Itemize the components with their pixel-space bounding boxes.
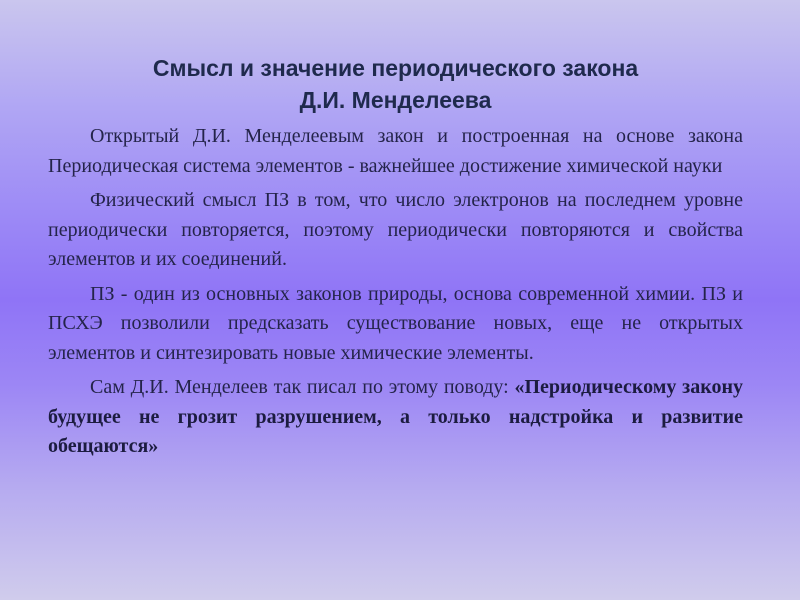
title-line-1: Смысл и значение периодического закона [152, 55, 639, 81]
paragraph-physical-meaning: Физический смысл ПЗ в том, что число электронов на последнем уровне периодически повторяется, поэтому периодически повторяются и свойства элементов и их соединений. [48, 189, 743, 270]
slide-title [48, 52, 743, 116]
mendeleev-quote: «Периодическому закону будущее не грозит разрушением, а только надстройка и развитие обещаются» [48, 376, 743, 457]
title-line-2: Д.И. Менделеева [299, 87, 492, 113]
paragraph-discovery: Открытый Д.И. Менделеевым закон и построенная на основе закона Периодическая система элементов - важнейшее достижение химической науки [48, 125, 743, 177]
paragraph-mendeleev-quote [48, 373, 743, 462]
paragraph-fundamental-law: ПЗ - один из основных законов природы, основа современной химии. ПЗ и ПСХЭ позволили предсказать существование новых, еще не открытых элементов и синтезировать новые химические элементы. [48, 282, 743, 364]
quote-intro: Сам Д.И. Менделеев так писал по этому поводу: [90, 376, 515, 398]
